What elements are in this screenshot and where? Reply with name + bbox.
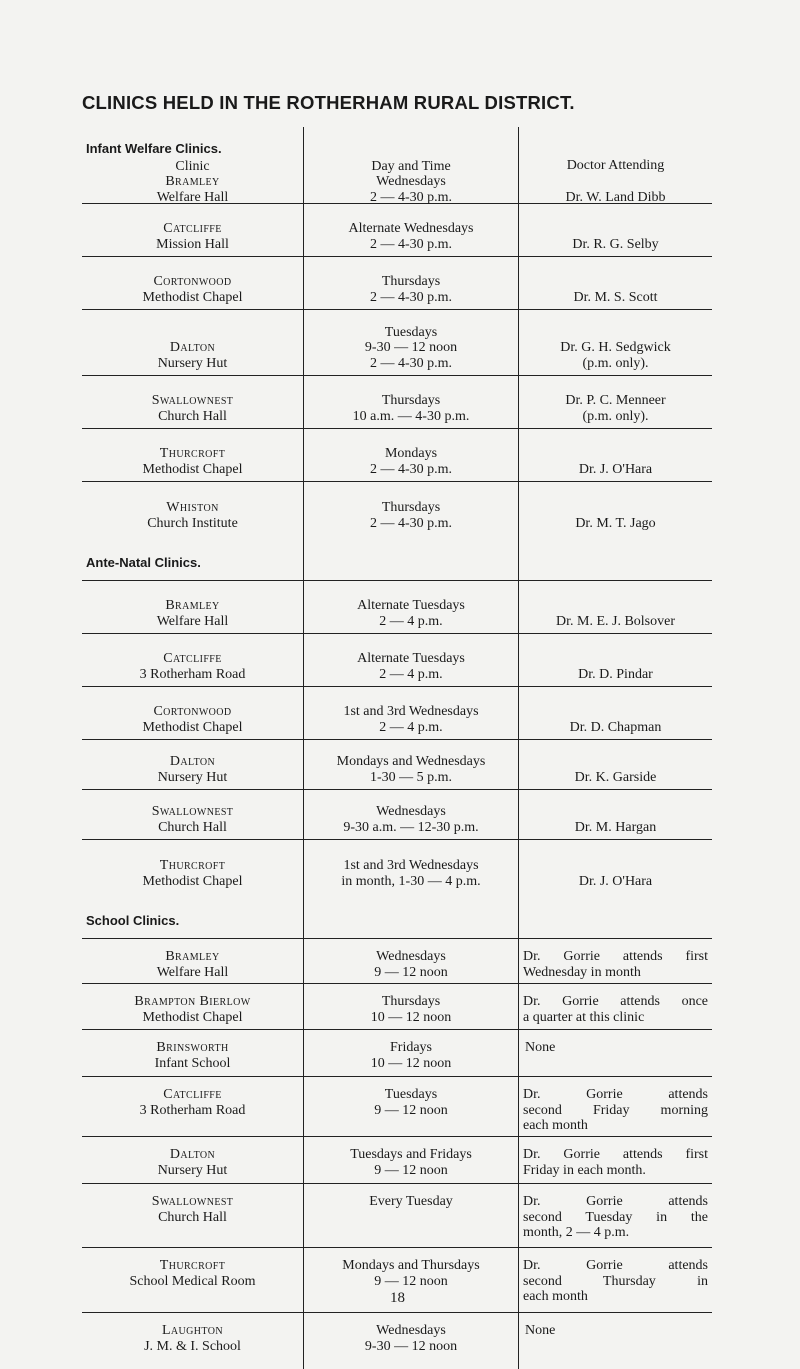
- table-cell-clinic: [82, 429, 304, 481]
- clinic-venue: Welfare Hall: [156, 964, 229, 980]
- doctor-line: Dr. M. Hargan: [574, 819, 657, 835]
- clinic-place: [86, 446, 299, 477]
- table-cell-doctor: [519, 482, 712, 535]
- time-line: Mondays and Thursdays: [342, 1258, 480, 1273]
- doctor-line: None: [525, 1323, 556, 1338]
- time-line: Wednesdays: [376, 174, 446, 189]
- table-cell-time: [304, 581, 519, 633]
- clinic-name: Brinsworth: [156, 1040, 229, 1055]
- doctor-line: (p.m. only).: [582, 355, 649, 371]
- table-cell-doctor: [519, 1184, 712, 1247]
- clinic-name: Swallownest: [151, 393, 234, 408]
- clinic-venue: J. M. & I. School: [144, 1338, 241, 1354]
- table-cell-clinic: [82, 482, 304, 535]
- table-row: [82, 376, 712, 429]
- doctor-line: a quarter at this clinic: [523, 1009, 645, 1025]
- doctor-line: Dr. Gorrie attends: [523, 1194, 708, 1209]
- time-line: Thursdays: [381, 500, 441, 515]
- table-cell-clinic: [82, 740, 304, 789]
- time-line: 10 — 12 noon: [370, 1009, 452, 1025]
- time-line: 2 — 4-30 p.m.: [369, 355, 453, 371]
- time-line: Alternate Tuesdays: [357, 598, 465, 613]
- doctor-line: Dr. Gorrie attends once: [523, 994, 708, 1009]
- doctor-line: Dr. M. T. Jago: [575, 515, 656, 531]
- table-cell-doctor: [519, 310, 712, 375]
- clinic-place: [86, 393, 299, 424]
- table-cell-clinic: [82, 1030, 304, 1076]
- clinic-name: Swallownest: [151, 804, 234, 819]
- clinic-venue: School Medical Room: [129, 1273, 256, 1289]
- clinic-venue: Church Hall: [158, 819, 227, 835]
- time-line: 9 — 12 noon: [374, 964, 448, 980]
- table-cell-clinic: [82, 1313, 304, 1369]
- doctor-line: Dr. G. H. Sedgwick: [560, 340, 671, 355]
- table-cell-doctor: [519, 1030, 712, 1076]
- clinic-place: [86, 651, 299, 682]
- time-line: 9 — 12 noon: [374, 1162, 448, 1178]
- clinic-venue: Church Hall: [158, 1209, 227, 1225]
- doctor-line: month, 2 — 4 p.m.: [523, 1225, 630, 1240]
- table-cell-doctor: [519, 1077, 712, 1138]
- table-cell-doctor: [519, 984, 712, 1029]
- table-cell-doctor: [519, 634, 712, 686]
- doctor-line: Wednesday in month: [523, 964, 641, 980]
- clinic-name: Thurcroft: [159, 858, 226, 873]
- clinic-venue: Nursery Hut: [157, 1162, 228, 1178]
- table-row: [82, 581, 712, 634]
- table-cell-clinic: [82, 939, 304, 984]
- table-cell-clinic: [82, 535, 304, 580]
- time-line: 10 — 12 noon: [370, 1055, 452, 1071]
- table-cell-doctor: [519, 535, 712, 580]
- table-cell-time: [304, 257, 519, 309]
- table-cell-time: [304, 984, 519, 1029]
- time-line: 2 — 4-30 p.m.: [369, 189, 453, 205]
- clinic-venue: Methodist Chapel: [142, 719, 243, 735]
- doctor-line: None: [525, 1040, 556, 1055]
- time-line: Tuesdays and Fridays: [350, 1147, 472, 1162]
- table-cell-time: [304, 310, 519, 375]
- clinic-venue: Methodist Chapel: [142, 1009, 243, 1025]
- time-line: Thursdays: [381, 994, 441, 1009]
- doctor-line: Friday in each month.: [523, 1162, 646, 1178]
- clinic-venue: Church Hall: [158, 408, 227, 424]
- table-cell-time: [304, 939, 519, 984]
- clinic-venue: Infant School: [154, 1055, 231, 1071]
- time-line: 9-30 — 12 noon: [364, 340, 458, 355]
- table-cell-time: [304, 1137, 519, 1183]
- table-cell-clinic: [82, 1077, 304, 1138]
- clinic-place: [86, 500, 299, 531]
- table-row: [82, 204, 712, 257]
- doctor-line: Dr. M. E. J. Bolsover: [556, 613, 675, 629]
- table-cell-clinic: [82, 1137, 304, 1183]
- column-header-time: Day and Time: [371, 158, 451, 174]
- table-row: [82, 1030, 712, 1077]
- clinic-name: Cortonwood: [153, 274, 232, 289]
- table-row: [82, 429, 712, 482]
- time-line: 2 — 4 p.m.: [379, 613, 443, 629]
- table-cell-time: [304, 840, 519, 893]
- clinic-place: [86, 754, 299, 785]
- table-row: [82, 634, 712, 687]
- table-cell-clinic: [82, 840, 304, 893]
- time-line: Mondays and Wednesdays: [336, 754, 486, 769]
- clinic-name: Dalton: [169, 1147, 216, 1162]
- table-row: [82, 939, 712, 984]
- clinic-venue: Church Institute: [147, 515, 238, 531]
- clinic-place: [86, 704, 299, 735]
- time-line: Tuesdays: [384, 324, 438, 340]
- table-cell-clinic: [82, 376, 304, 428]
- clinic-name: Catcliffe: [163, 651, 222, 666]
- table-cell-doctor: [519, 840, 712, 893]
- table-cell-clinic: [82, 1184, 304, 1247]
- table-cell-time: [304, 429, 519, 481]
- doctor-line: Dr. Gorrie attends first: [523, 1147, 708, 1162]
- table-row: [82, 1137, 712, 1184]
- doctor-line: Dr. R. G. Selby: [572, 236, 659, 252]
- time-line: 2 — 4 p.m.: [379, 719, 443, 735]
- infant-welfare-rows: [82, 204, 712, 535]
- clinics-table: [82, 127, 712, 1369]
- column-header-clinic: Clinic: [175, 158, 210, 174]
- table-row: [82, 687, 712, 740]
- doctor-line: second Tuesday in the: [523, 1209, 708, 1225]
- time-line: 9-30 — 12 noon: [364, 1338, 458, 1354]
- table-cell-doctor: [519, 204, 712, 256]
- clinic-place: [86, 858, 299, 889]
- table-cell-time: [304, 1248, 519, 1312]
- table-cell-clinic: [82, 984, 304, 1029]
- clinic-place: [86, 1194, 299, 1225]
- table-row: [82, 1313, 712, 1369]
- clinic-venue: Methodist Chapel: [142, 873, 243, 889]
- time-line: Thursdays: [381, 393, 441, 408]
- clinic-name: Whiston: [166, 500, 219, 515]
- clinic-name: Thurcroft: [159, 446, 226, 461]
- clinic-place: [86, 274, 299, 305]
- section-row-school: [82, 893, 712, 939]
- time-line: Fridays: [390, 1040, 432, 1055]
- table-cell-doctor: [519, 581, 712, 633]
- time-line: 1st and 3rd Wednesdays: [343, 704, 479, 719]
- clinic-name: Thurcroft: [159, 1258, 226, 1273]
- doctor-line: (p.m. only).: [582, 408, 649, 424]
- clinic-place: [86, 1040, 299, 1071]
- table-cell-time: [304, 687, 519, 739]
- clinic-place: [86, 157, 299, 206]
- table-cell-time: [304, 740, 519, 789]
- clinic-place: [86, 598, 299, 629]
- time-line: Wednesdays: [376, 804, 446, 819]
- doctor-line: Dr. Gorrie attends first: [523, 949, 708, 964]
- clinic-name: Catcliffe: [163, 221, 222, 236]
- doctor-line: Dr. Gorrie attends: [523, 1087, 708, 1102]
- table-cell-clinic: [82, 310, 304, 375]
- time-line: 10 a.m. — 4-30 p.m.: [352, 408, 470, 424]
- table-row: [82, 790, 712, 840]
- time-line: Alternate Wednesdays: [348, 221, 474, 236]
- table-row: [82, 740, 712, 790]
- section-heading: Ante-Natal Clinics.: [86, 554, 201, 570]
- time-line: 9 — 12 noon: [374, 1102, 448, 1118]
- page-number: 18: [390, 1290, 405, 1306]
- doctor-line: Dr. Gorrie attends: [523, 1258, 708, 1273]
- table-cell-time: [304, 535, 519, 580]
- clinic-place: [86, 340, 299, 371]
- time-line: 2 — 4-30 p.m.: [369, 289, 453, 305]
- doctor-line: Dr. J. O'Hara: [578, 873, 653, 889]
- doctor-line: second Thursday in: [523, 1273, 708, 1289]
- time-line: Every Tuesday: [369, 1194, 453, 1209]
- table-cell-doctor: [519, 376, 712, 428]
- table-cell-time: [304, 376, 519, 428]
- time-line: Thursdays: [381, 274, 441, 289]
- table-cell-doctor: [519, 740, 712, 789]
- doctor-line: each month: [523, 1289, 588, 1304]
- table-cell-time: [304, 634, 519, 686]
- doctor-line: Dr. P. C. Menneer: [565, 393, 666, 408]
- table-cell-doctor: [519, 1313, 712, 1369]
- table-row: [82, 984, 712, 1030]
- clinic-name: Cortonwood: [153, 704, 232, 719]
- table-cell-time: [304, 127, 519, 209]
- table-cell-doctor: [519, 893, 712, 938]
- doctor-line: Dr. K. Garside: [574, 769, 657, 785]
- time-line: 2 — 4 p.m.: [379, 666, 443, 682]
- clinic-name: Bramley: [165, 949, 220, 964]
- doctor-line: each month: [523, 1118, 588, 1133]
- clinic-name: Brampton Bierlow: [134, 994, 251, 1009]
- section-heading: Infant Welfare Clinics.: [86, 141, 222, 156]
- table-cell-clinic: [82, 1248, 304, 1312]
- clinic-place: [86, 1258, 299, 1289]
- time-line: 9-30 a.m. — 12-30 p.m.: [343, 819, 479, 835]
- table-cell-doctor: [519, 790, 712, 839]
- clinic-venue: Welfare Hall: [156, 613, 229, 629]
- doctor-line: second Friday morning: [523, 1102, 708, 1118]
- table-row: [82, 1184, 712, 1248]
- clinic-venue: Nursery Hut: [157, 355, 228, 371]
- time-line: Mondays: [384, 446, 438, 461]
- section-heading: School Clinics.: [86, 912, 180, 928]
- clinic-name: Laughton: [161, 1323, 223, 1338]
- table-row: [82, 310, 712, 376]
- clinic-place: [86, 994, 299, 1025]
- clinic-venue: Methodist Chapel: [142, 461, 243, 477]
- table-cell-time: [304, 482, 519, 535]
- time-line: 9 — 12 noon: [374, 1273, 448, 1289]
- page-title: CLINICS HELD IN THE ROTHERHAM RURAL DISTRICT.: [82, 92, 575, 113]
- table-cell-clinic: [82, 204, 304, 256]
- time-line: Wednesdays: [376, 949, 446, 964]
- clinic-name: Bramley: [165, 174, 220, 189]
- table-cell-doctor: [519, 1137, 712, 1183]
- clinic-venue: Methodist Chapel: [142, 289, 243, 305]
- table-cell-time: [304, 1184, 519, 1247]
- clinic-name: Bramley: [165, 598, 220, 613]
- table-cell-clinic: [82, 687, 304, 739]
- table-cell-clinic: [82, 790, 304, 839]
- table-row: [82, 482, 712, 535]
- doctor-line: Dr. D. Pindar: [578, 666, 653, 682]
- clinic-venue: 3 Rotherham Road: [139, 1102, 246, 1118]
- table-cell-clinic: [82, 634, 304, 686]
- table-cell-doctor: [519, 939, 712, 984]
- doctor-line: Dr. M. S. Scott: [573, 289, 658, 305]
- time-line: 2 — 4-30 p.m.: [369, 515, 453, 531]
- table-cell-time: [304, 1030, 519, 1076]
- table-cell-clinic: [82, 127, 304, 209]
- table-cell-doctor: [519, 127, 712, 209]
- table-cell-clinic: [82, 893, 304, 938]
- column-header-doctor: Doctor Attending: [566, 158, 665, 173]
- table-row: [82, 1077, 712, 1137]
- table-cell-time: [304, 790, 519, 839]
- clinic-venue: Nursery Hut: [157, 769, 228, 785]
- table-row: [82, 127, 712, 204]
- time-line: 2 — 4-30 p.m.: [369, 461, 453, 477]
- time-line: 1-30 — 5 p.m.: [369, 769, 453, 785]
- table-cell-clinic: [82, 257, 304, 309]
- clinic-place: [86, 1147, 299, 1178]
- clinic-venue: 3 Rotherham Road: [139, 666, 246, 682]
- section-row-antenatal: [82, 535, 712, 581]
- doctor-line: Dr. D. Chapman: [569, 719, 662, 735]
- clinic-name: Dalton: [169, 340, 216, 355]
- table-cell-doctor: [519, 687, 712, 739]
- table-cell-doctor: [519, 1248, 712, 1312]
- doctor-line: Dr. J. O'Hara: [578, 461, 653, 477]
- table-cell-doctor: [519, 257, 712, 309]
- table-cell-clinic: [82, 581, 304, 633]
- time-line: 1st and 3rd Wednesdays: [343, 858, 479, 873]
- clinic-place: [86, 1323, 299, 1354]
- clinic-venue: Welfare Hall: [156, 189, 229, 205]
- clinic-name: Catcliffe: [163, 1087, 222, 1102]
- table-cell-doctor: [519, 429, 712, 481]
- table-row: [82, 257, 712, 310]
- clinic-venue: Mission Hall: [156, 236, 229, 252]
- antenatal-rows: [82, 581, 712, 893]
- clinic-place: [86, 221, 299, 252]
- doctor-line: Dr. W. Land Dibb: [565, 189, 666, 205]
- time-line: in month, 1-30 — 4 p.m.: [341, 873, 481, 889]
- clinic-place: [86, 804, 299, 835]
- clinic-place: [86, 949, 299, 980]
- time-line: Alternate Tuesdays: [357, 651, 465, 666]
- time-line: Tuesdays: [384, 1087, 438, 1102]
- clinic-place: [86, 1087, 299, 1118]
- table-cell-time: [304, 1313, 519, 1369]
- table-cell-time: [304, 893, 519, 938]
- table-cell-time: [304, 1077, 519, 1138]
- table-cell-time: [304, 204, 519, 256]
- clinic-name: Swallownest: [151, 1194, 234, 1209]
- time-line: 2 — 4-30 p.m.: [369, 236, 453, 252]
- time-line: Wednesdays: [376, 1323, 446, 1338]
- clinic-name: Dalton: [169, 754, 216, 769]
- table-row: [82, 840, 712, 893]
